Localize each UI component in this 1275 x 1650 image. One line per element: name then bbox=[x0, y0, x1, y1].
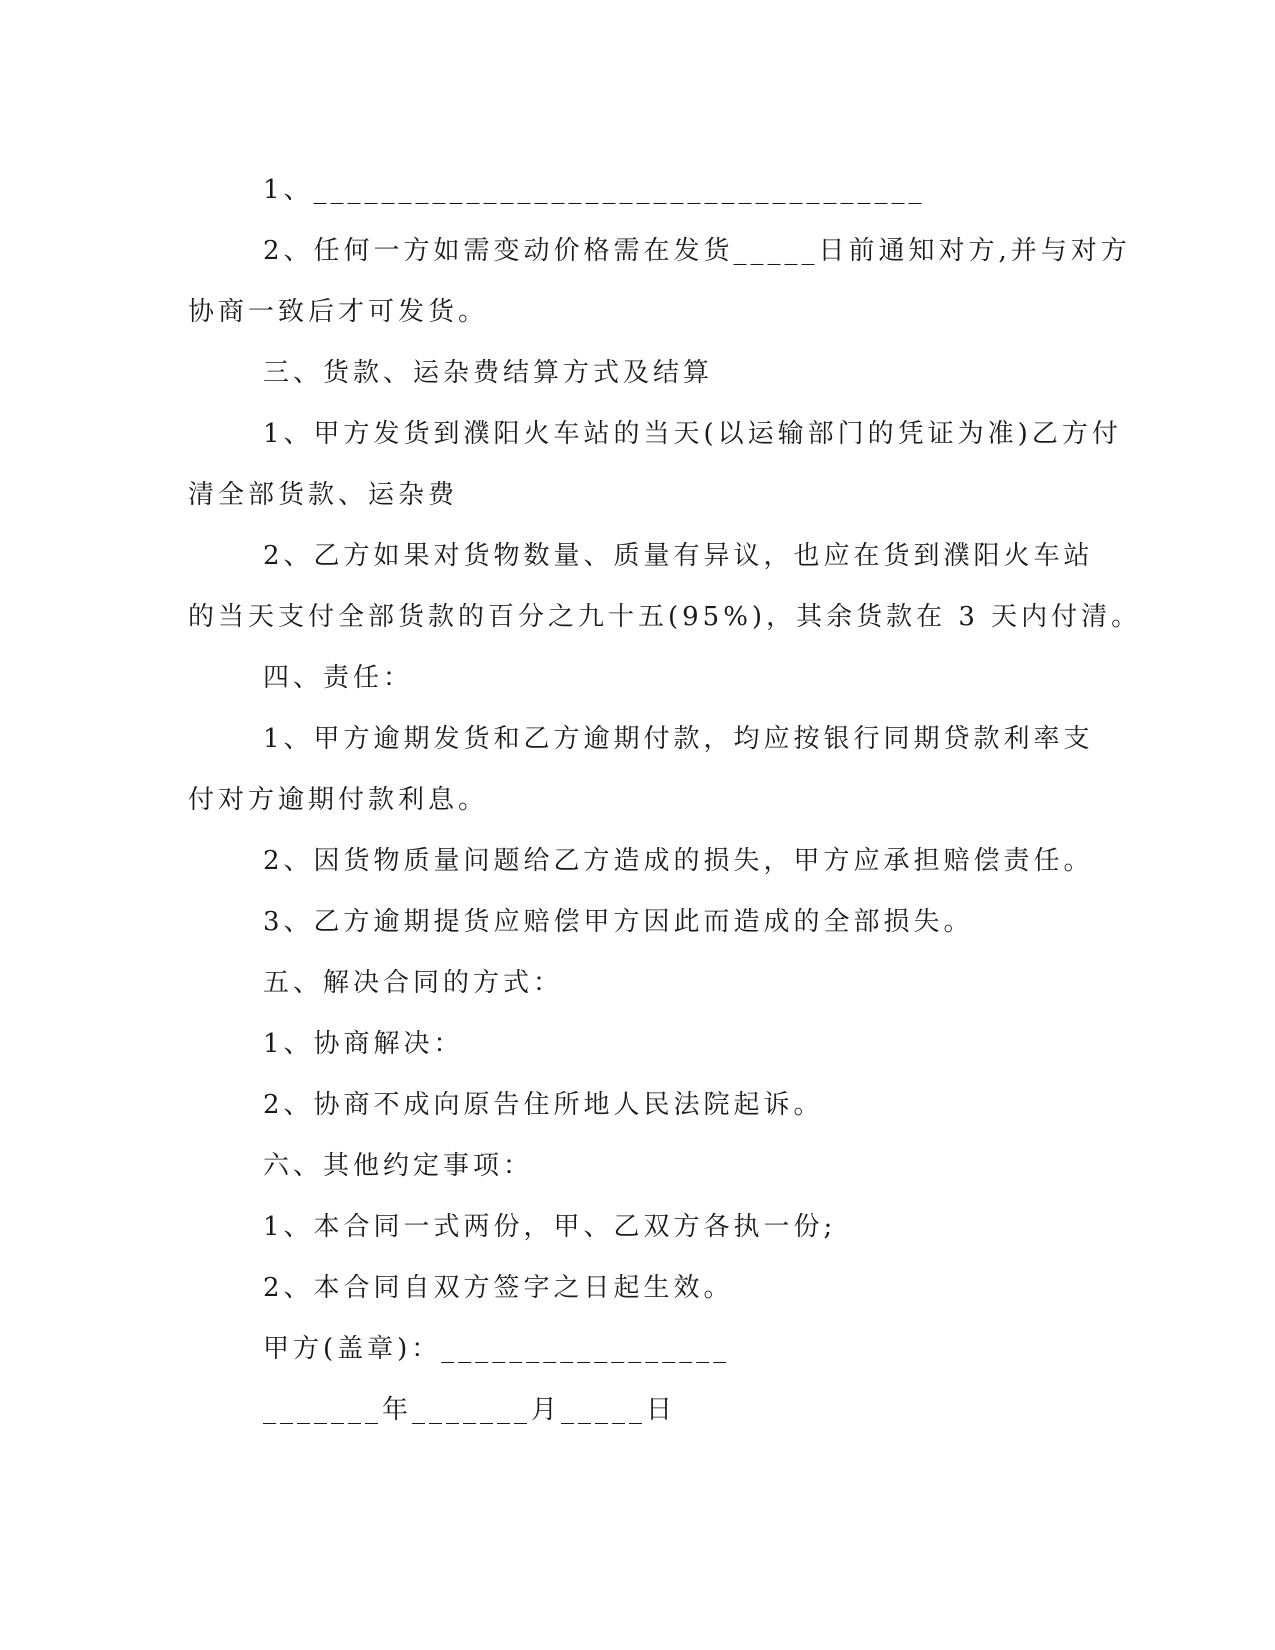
party-a-seal-line: 甲方(盖章)：_________________ bbox=[263, 1334, 731, 1364]
section-6-heading: 六、其他约定事项： bbox=[263, 1151, 534, 1181]
other-clause-2: 2、本合同自双方签字之日起生效。 bbox=[263, 1273, 734, 1303]
liability-clause-2: 2、因货物质量问题给乙方造成的损失，甲方应承担赔偿责任。 bbox=[263, 846, 1094, 876]
section-5-heading: 五、解决合同的方式： bbox=[263, 968, 564, 998]
payment-clause-2-cont: 的当天支付全部货款的百分之九十五(95%)，其余货款在 3 天内付清。 bbox=[188, 602, 1142, 632]
price-clause-2-cont: 协商一致后才可发货。 bbox=[188, 297, 489, 327]
document-body bbox=[188, 160, 1142, 1441]
payment-clause-1: 1、甲方发货到濮阳火车站的当天(以运输部门的凭证为准)乙方付 bbox=[263, 419, 1122, 449]
price-clause-1: 1、____________________________________ bbox=[263, 175, 926, 205]
liability-clause-3: 3、乙方逾期提货应赔偿甲方因此而造成的全部损失。 bbox=[263, 907, 974, 937]
section-4-heading: 四、责任： bbox=[263, 663, 414, 693]
other-clause-1: 1、本合同一式两份，甲、乙双方各执一份; bbox=[263, 1212, 837, 1242]
liability-clause-1: 1、甲方逾期发货和乙方逾期付款，均应按银行同期贷款利率支 bbox=[263, 724, 1094, 754]
payment-clause-2: 2、乙方如果对货物数量、质量有异议，也应在货到濮阳火车站 bbox=[263, 541, 1094, 571]
section-3-heading: 三、货款、运杂费结算方式及结算 bbox=[263, 358, 714, 388]
date-line: _______年_______月_____日 bbox=[263, 1395, 677, 1425]
liability-clause-1-cont: 付对方逾期付款利息。 bbox=[188, 785, 489, 815]
price-clause-2: 2、任何一方如需变动价格需在发货_____日前通知对方,并与对方 bbox=[263, 236, 1131, 266]
payment-clause-1-cont: 清全部货款、运杂费 bbox=[188, 480, 459, 510]
dispute-clause-1: 1、协商解决： bbox=[263, 1029, 464, 1059]
dispute-clause-2: 2、协商不成向原告住所地人民法院起诉。 bbox=[263, 1090, 824, 1120]
